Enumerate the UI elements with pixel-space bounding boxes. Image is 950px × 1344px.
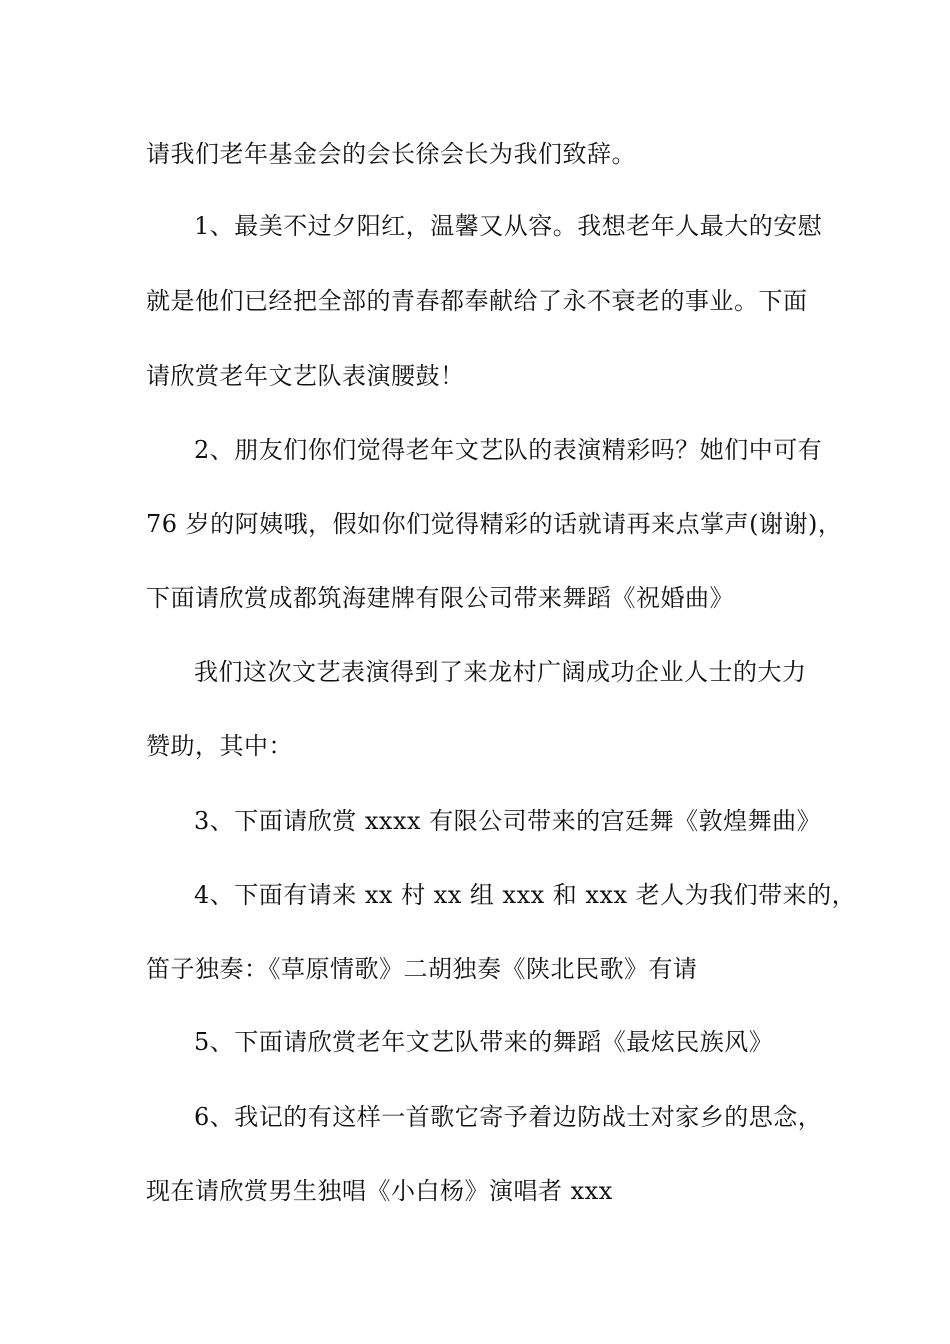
text-line-6: 76 岁的阿姨哦，假如你们觉得精彩的话就请再来点掌声(谢谢)， — [146, 510, 843, 538]
text-line-14: 6、我记的有这样一首歌它寄予着边防战士对家乡的思念， — [194, 1103, 823, 1131]
text-line-10: 3、下面请欣赏 xxxx 有限公司带来的宫廷舞《敦煌舞曲》 — [194, 807, 822, 835]
text-line-8: 我们这次文艺表演得到了来龙村广阔成功企业人士的大力 — [194, 658, 807, 686]
text-line-9: 赞助，其中： — [146, 732, 293, 760]
text-line-15: 现在请欣赏男生独唱《小白杨》演唱者 xxx — [146, 1177, 613, 1205]
text-line-11: 4、下面有请来 xx 村 xx 组 xxx 和 xxx 老人为我们带来的， — [194, 881, 857, 909]
text-line-1: 请我们老年基金会的会长徐会长为我们致辞。 — [146, 140, 636, 168]
text-line-2: 1、最美不过夕阳红，温馨又从容。我想老年人最大的安慰 — [194, 212, 823, 240]
text-line-7: 下面请欣赏成都筑海建牌有限公司带来舞蹈《祝婚曲》 — [146, 584, 734, 612]
text-line-5: 2、朋友们你们觉得老年文艺队的表演精彩吗？她们中可有 — [194, 436, 823, 464]
text-line-3: 就是他们已经把全部的青春都奉献给了永不衰老的事业。下面 — [146, 287, 808, 315]
text-line-13: 5、下面请欣赏老年文艺队带来的舞蹈《最炫民族风》 — [194, 1028, 774, 1056]
text-line-4: 请欣赏老年文艺队表演腰鼓！ — [146, 362, 465, 390]
text-line-12: 笛子独奏：《草原情歌》二胡独奏《陕北民歌》有请 — [146, 955, 698, 983]
